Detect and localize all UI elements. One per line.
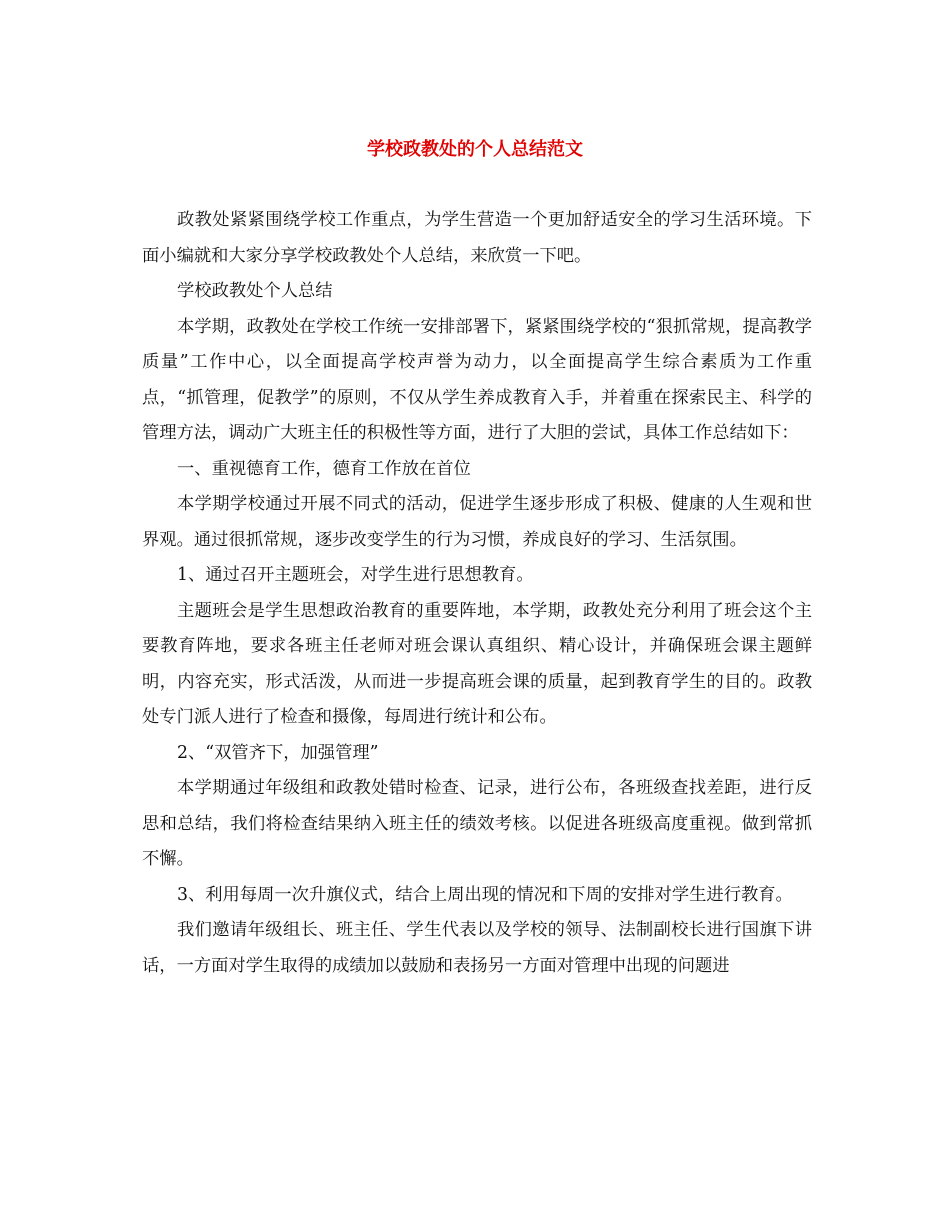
document-body	[142, 203, 812, 984]
item-heading-3: 3、利用每周一次升旗仪式，结合上周出现的情况和下周的安排对学生进行教育。	[177, 884, 793, 905]
item-heading-2: 2、“双管齐下，加强管理”	[177, 742, 379, 763]
paragraph-item-2: 本学期通过年级组和政教处错时检查、记录，进行公布，各班级查找差距，进行反思和总结，我们将检查结果纳入班主任的绩效考核。以促进各班级高度重视。做到常抓不懈。	[142, 778, 812, 869]
paragraph-overview: 本学期，政教处在学校工作统一安排部署下，紧紧围绕学校的“狠抓常规，提高教学质量”工作中心，以全面提高学校声誉为动力，以全面提高学生综合素质为工作重点，“抓管理，促教学”的原则，不仅从学生养成教育入手，并着重在探索民主、科学的管理方法，调动广大班主任的积极性等方面，进行了大胆的尝试，具体工作总结如下：	[142, 316, 812, 443]
paragraph-subtitle: 学校政教处个人总结	[177, 281, 333, 301]
paragraph-intro: 政教处紧紧围绕学校工作重点，为学生营造一个更加舒适安全的学习生活环境。下面小编就和大家分享学校政教处个人总结，来欣赏一下吧。	[142, 210, 812, 266]
paragraph-section-1: 本学期学校通过开展不同式的活动，促进学生逐步形成了积极、健康的人生观和世界观。通过很抓常规，逐步改变学生的行为习惯，养成良好的学习、生活氛围。	[142, 494, 812, 550]
paragraph-item-1: 主题班会是学生思想政治教育的重要阵地，本学期，政教处充分利用了班会这个主要教育阵地，要求各班主任老师对班会课认真组织、精心设计，并确保班会课主题鲜明，内容充实，形式活泼，从而进一步提高班会课的质量，起到教育学生的目的。政教处专门派人进行了检查和摄像，每周进行统计和公布。	[142, 600, 812, 727]
paragraph-item-3: 我们邀请年级组长、班主任、学生代表以及学校的领导、法制副校长进行国旗下讲话，一方面对学生取得的成绩加以鼓励和表扬另一方面对管理中出现的问题进	[142, 920, 812, 976]
section-heading-1: 一、重视德育工作，德育工作放在首位	[177, 458, 471, 479]
document-title: 学校政教处的个人总结范文	[367, 139, 583, 160]
item-heading-1: 1、通过召开主题班会，对学生进行思想教育。	[177, 565, 534, 585]
